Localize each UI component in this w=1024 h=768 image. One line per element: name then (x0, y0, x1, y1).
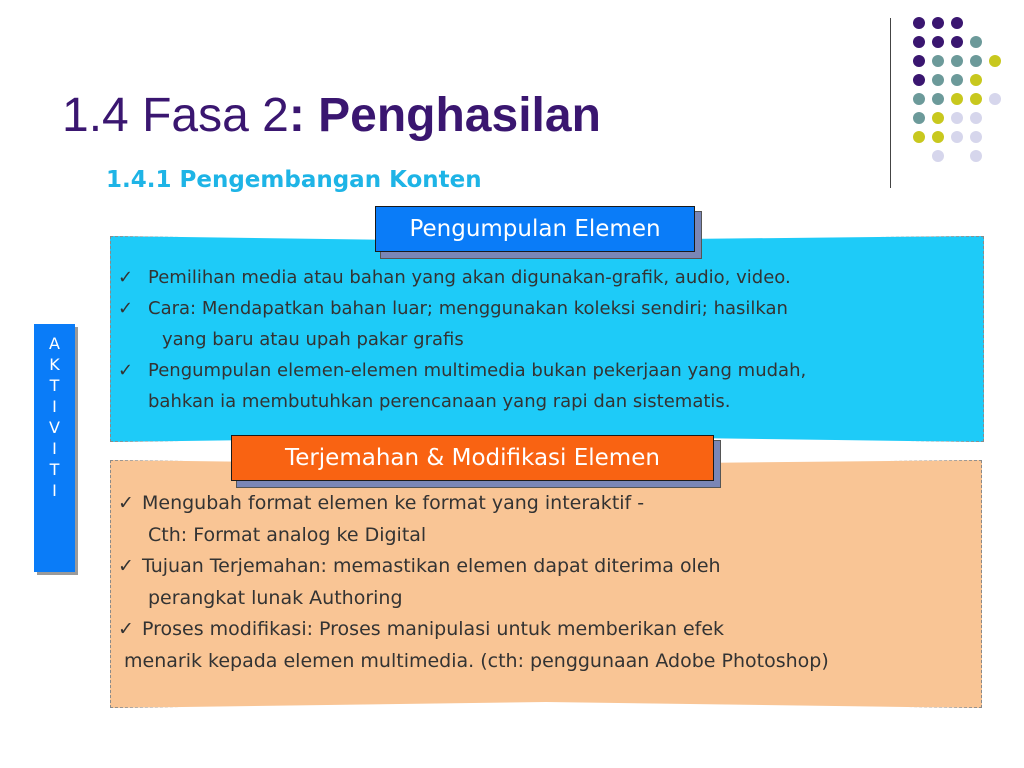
collection-bullets (118, 262, 806, 417)
bullet-text: Tujuan Terjemahan: memastikan elemen dapat diterima oleh (142, 555, 721, 577)
side-letter: K (49, 355, 60, 374)
dot-row-7 (913, 131, 982, 143)
aktiviti-side-label (34, 324, 75, 572)
bullet-line (118, 551, 829, 583)
slide-title-plain: 1.4 Fasa 2 (62, 89, 289, 142)
side-letter: T (49, 376, 60, 395)
dot-row-3 (913, 55, 1001, 67)
checkmark-icon: ✓ (118, 618, 134, 640)
side-letter: A (49, 334, 60, 353)
side-letter: T (49, 460, 60, 479)
checkmark-icon: ✓ (118, 360, 134, 381)
side-letter: I (52, 439, 57, 458)
bullet-continuation (118, 324, 806, 355)
slide-title (62, 89, 601, 142)
dot-row-1 (913, 17, 963, 29)
bullet-line (118, 614, 829, 646)
side-letter: V (49, 418, 60, 437)
bullet-line (118, 262, 806, 293)
dot-row-6 (913, 112, 982, 124)
header-divider-line (890, 18, 891, 188)
bullet-continuation (118, 520, 829, 552)
bullet-text: Pemilihan media atau bahan yang akan digunakan-grafik, audio, video. (148, 267, 791, 288)
slide-subtitle: 1.4.1 Pengembangan Konten (106, 167, 482, 193)
bullet-text: Mengubah format elemen ke format yang interaktif - (142, 492, 645, 514)
bullet-continuation (118, 583, 829, 615)
bullet-text: Pengumpulan elemen-elemen multimedia bukan pekerjaan yang mudah, (148, 360, 807, 381)
bullet-continuation (118, 386, 806, 417)
bullet-text: bahkan ia membutuhkan perencanaan yang rapi dan sistematis. (148, 391, 731, 412)
bullet-text: Cth: Format analog ke Digital (148, 523, 427, 546)
dot-row-4 (913, 74, 982, 86)
collection-heading: Pengumpulan Elemen (375, 206, 695, 252)
bullet-line (118, 293, 806, 324)
bullet-line (118, 488, 829, 520)
bullet-text: Proses modifikasi: Proses manipulasi untuk memberikan efek (142, 618, 725, 640)
checkmark-icon: ✓ (118, 492, 134, 514)
bullet-text: perangkat lunak Authoring (148, 586, 403, 609)
bullet-text: menarik kepada elemen multimedia. (cth: penggunaan Adobe Photoshop) (124, 649, 829, 672)
dot-row-5 (913, 93, 1001, 105)
translation-bullets (118, 488, 829, 677)
side-letter: I (52, 397, 57, 416)
bullet-continuation (118, 646, 829, 678)
side-letter: I (52, 481, 57, 500)
dot-row-8 (932, 150, 982, 162)
checkmark-icon: ✓ (118, 298, 134, 319)
checkmark-icon: ✓ (118, 555, 134, 577)
bullet-text: yang baru atau upah pakar grafis (162, 329, 464, 350)
translation-heading: Terjemahan & Modifikasi Elemen (231, 435, 714, 481)
slide-title-bold: : Penghasilan (288, 89, 601, 142)
bullet-line (118, 355, 806, 386)
dot-row-2 (913, 36, 982, 48)
checkmark-icon: ✓ (118, 267, 134, 288)
bullet-text: Cara: Mendapatkan bahan luar; menggunakan koleksi sendiri; hasilkan (148, 298, 788, 319)
